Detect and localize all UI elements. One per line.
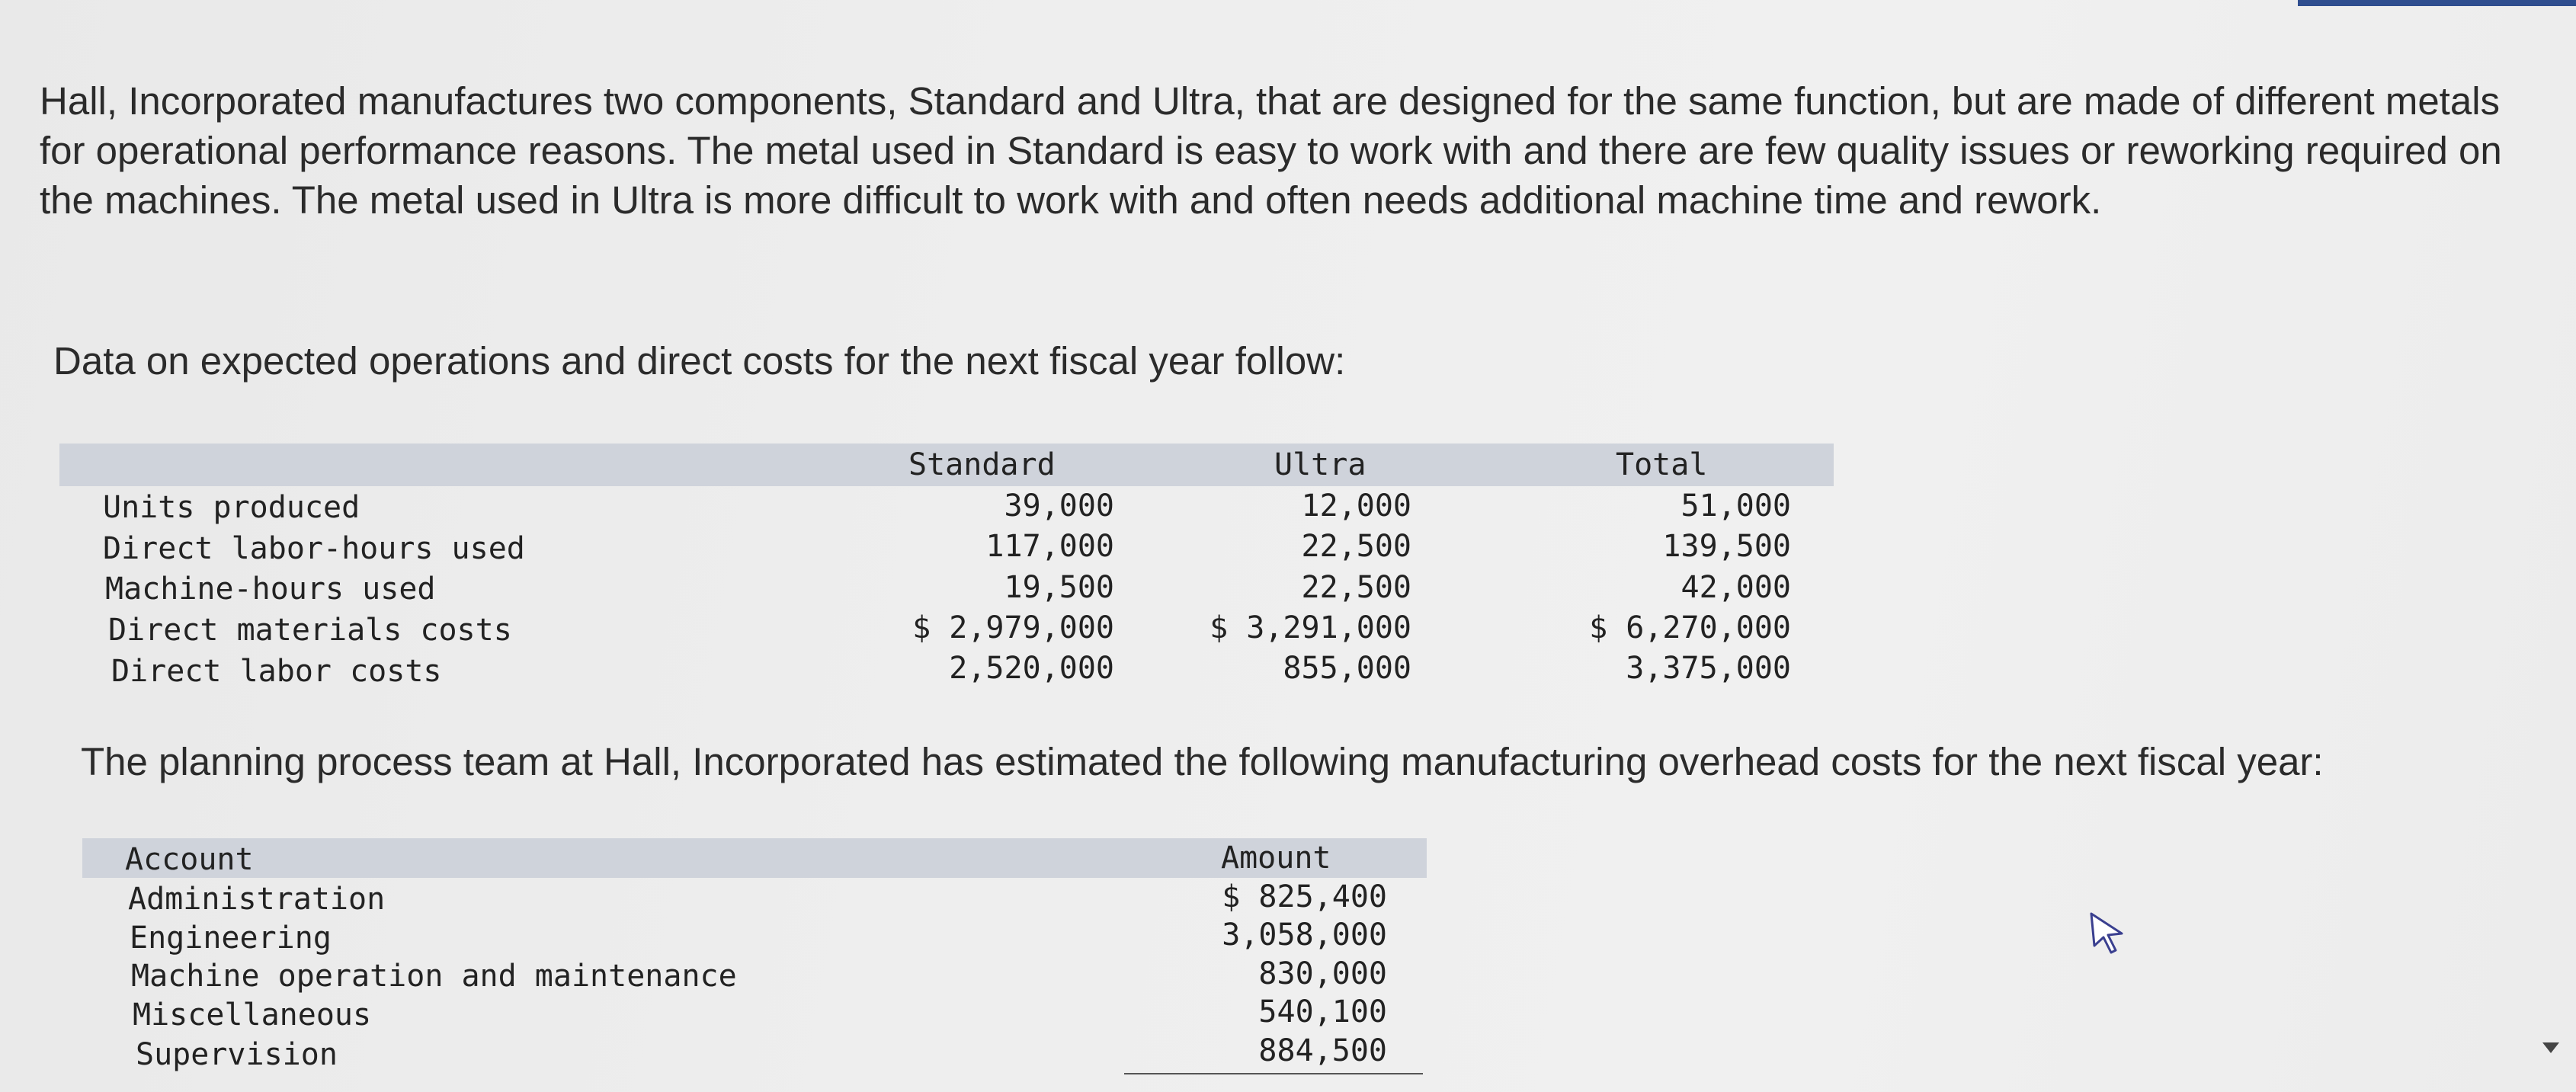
top-accent-bar — [2298, 0, 2576, 6]
row-label-machine-hours: Machine-hours used — [105, 572, 436, 607]
total-machine-hours: 42,000 — [1680, 570, 1791, 605]
overhead-intro-text: The planning process team at Hall, Incorporated has estimated the following manufacturing overhead costs for the next fiscal year: — [81, 740, 2324, 783]
overhead-amount-machine-operation: 830,000 — [1258, 956, 1387, 991]
overhead-amount-miscellaneous: 540,100 — [1258, 994, 1387, 1030]
standard-direct-labor-costs: 2,520,000 — [949, 651, 1114, 686]
standard-direct-labor-hours: 117,000 — [985, 529, 1114, 564]
intro-paragraph: Hall, Incorporated manufactures two components, Standard and Ultra, that are designed for the same function, but are made of different metals for operational performance reasons. The metal used in Standard is easy to work with and there are few quality issues or reworking required on the machines. The metal used in Ultra is more difficult to work with and often needs additional machine time and rework. — [40, 79, 2502, 222]
row-label-direct-labor-costs: Direct labor costs — [111, 654, 442, 689]
data-intro-text: Data on expected operations and direct costs for the next fiscal year follow: — [53, 339, 1346, 383]
total-direct-materials-costs: $ 6,270,000 — [1589, 610, 1791, 645]
header-amount: Amount — [1221, 841, 1331, 876]
overhead-account-machine-operation: Machine operation and maintenance — [131, 959, 737, 994]
ultra-direct-materials-costs: $ 3,291,000 — [1210, 610, 1411, 645]
standard-machine-hours: 19,500 — [1004, 570, 1114, 605]
total-direct-labor-hours: 139,500 — [1662, 529, 1791, 564]
ultra-machine-hours: 22,500 — [1301, 570, 1411, 605]
row-label-direct-materials-costs: Direct materials costs — [108, 613, 512, 648]
total-units-produced: 51,000 — [1680, 488, 1791, 524]
overhead-account-supervision: Supervision — [136, 1037, 338, 1072]
mouse-pointer-icon — [2088, 911, 2126, 956]
ultra-units-produced: 12,000 — [1301, 488, 1411, 524]
header-account: Account — [125, 842, 254, 877]
ultra-direct-labor-hours: 22,500 — [1301, 529, 1411, 564]
header-total: Total — [1616, 447, 1708, 482]
overhead-amount-administration: $ 825,400 — [1222, 879, 1387, 914]
overhead-account-miscellaneous: Miscellaneous — [133, 998, 372, 1033]
row-label-units-produced: Units produced — [103, 490, 360, 525]
header-standard: Standard — [908, 447, 1056, 482]
scroll-down-arrow-icon[interactable] — [2542, 1042, 2559, 1053]
ultra-direct-labor-costs: 855,000 — [1283, 651, 1411, 686]
standard-units-produced: 39,000 — [1004, 488, 1114, 524]
overhead-account-engineering: Engineering — [130, 921, 332, 956]
overhead-amount-supervision: 884,500 — [1258, 1033, 1387, 1068]
row-label-direct-labor-hours: Direct labor-hours used — [103, 531, 525, 566]
header-ultra: Ultra — [1274, 447, 1366, 482]
standard-direct-materials-costs: $ 2,979,000 — [912, 610, 1114, 645]
overhead-account-administration: Administration — [128, 882, 386, 917]
total-direct-labor-costs: 3,375,000 — [1626, 651, 1791, 686]
overhead-amount-engineering: 3,058,000 — [1222, 917, 1387, 953]
overhead-total-underline — [1124, 1073, 1423, 1074]
